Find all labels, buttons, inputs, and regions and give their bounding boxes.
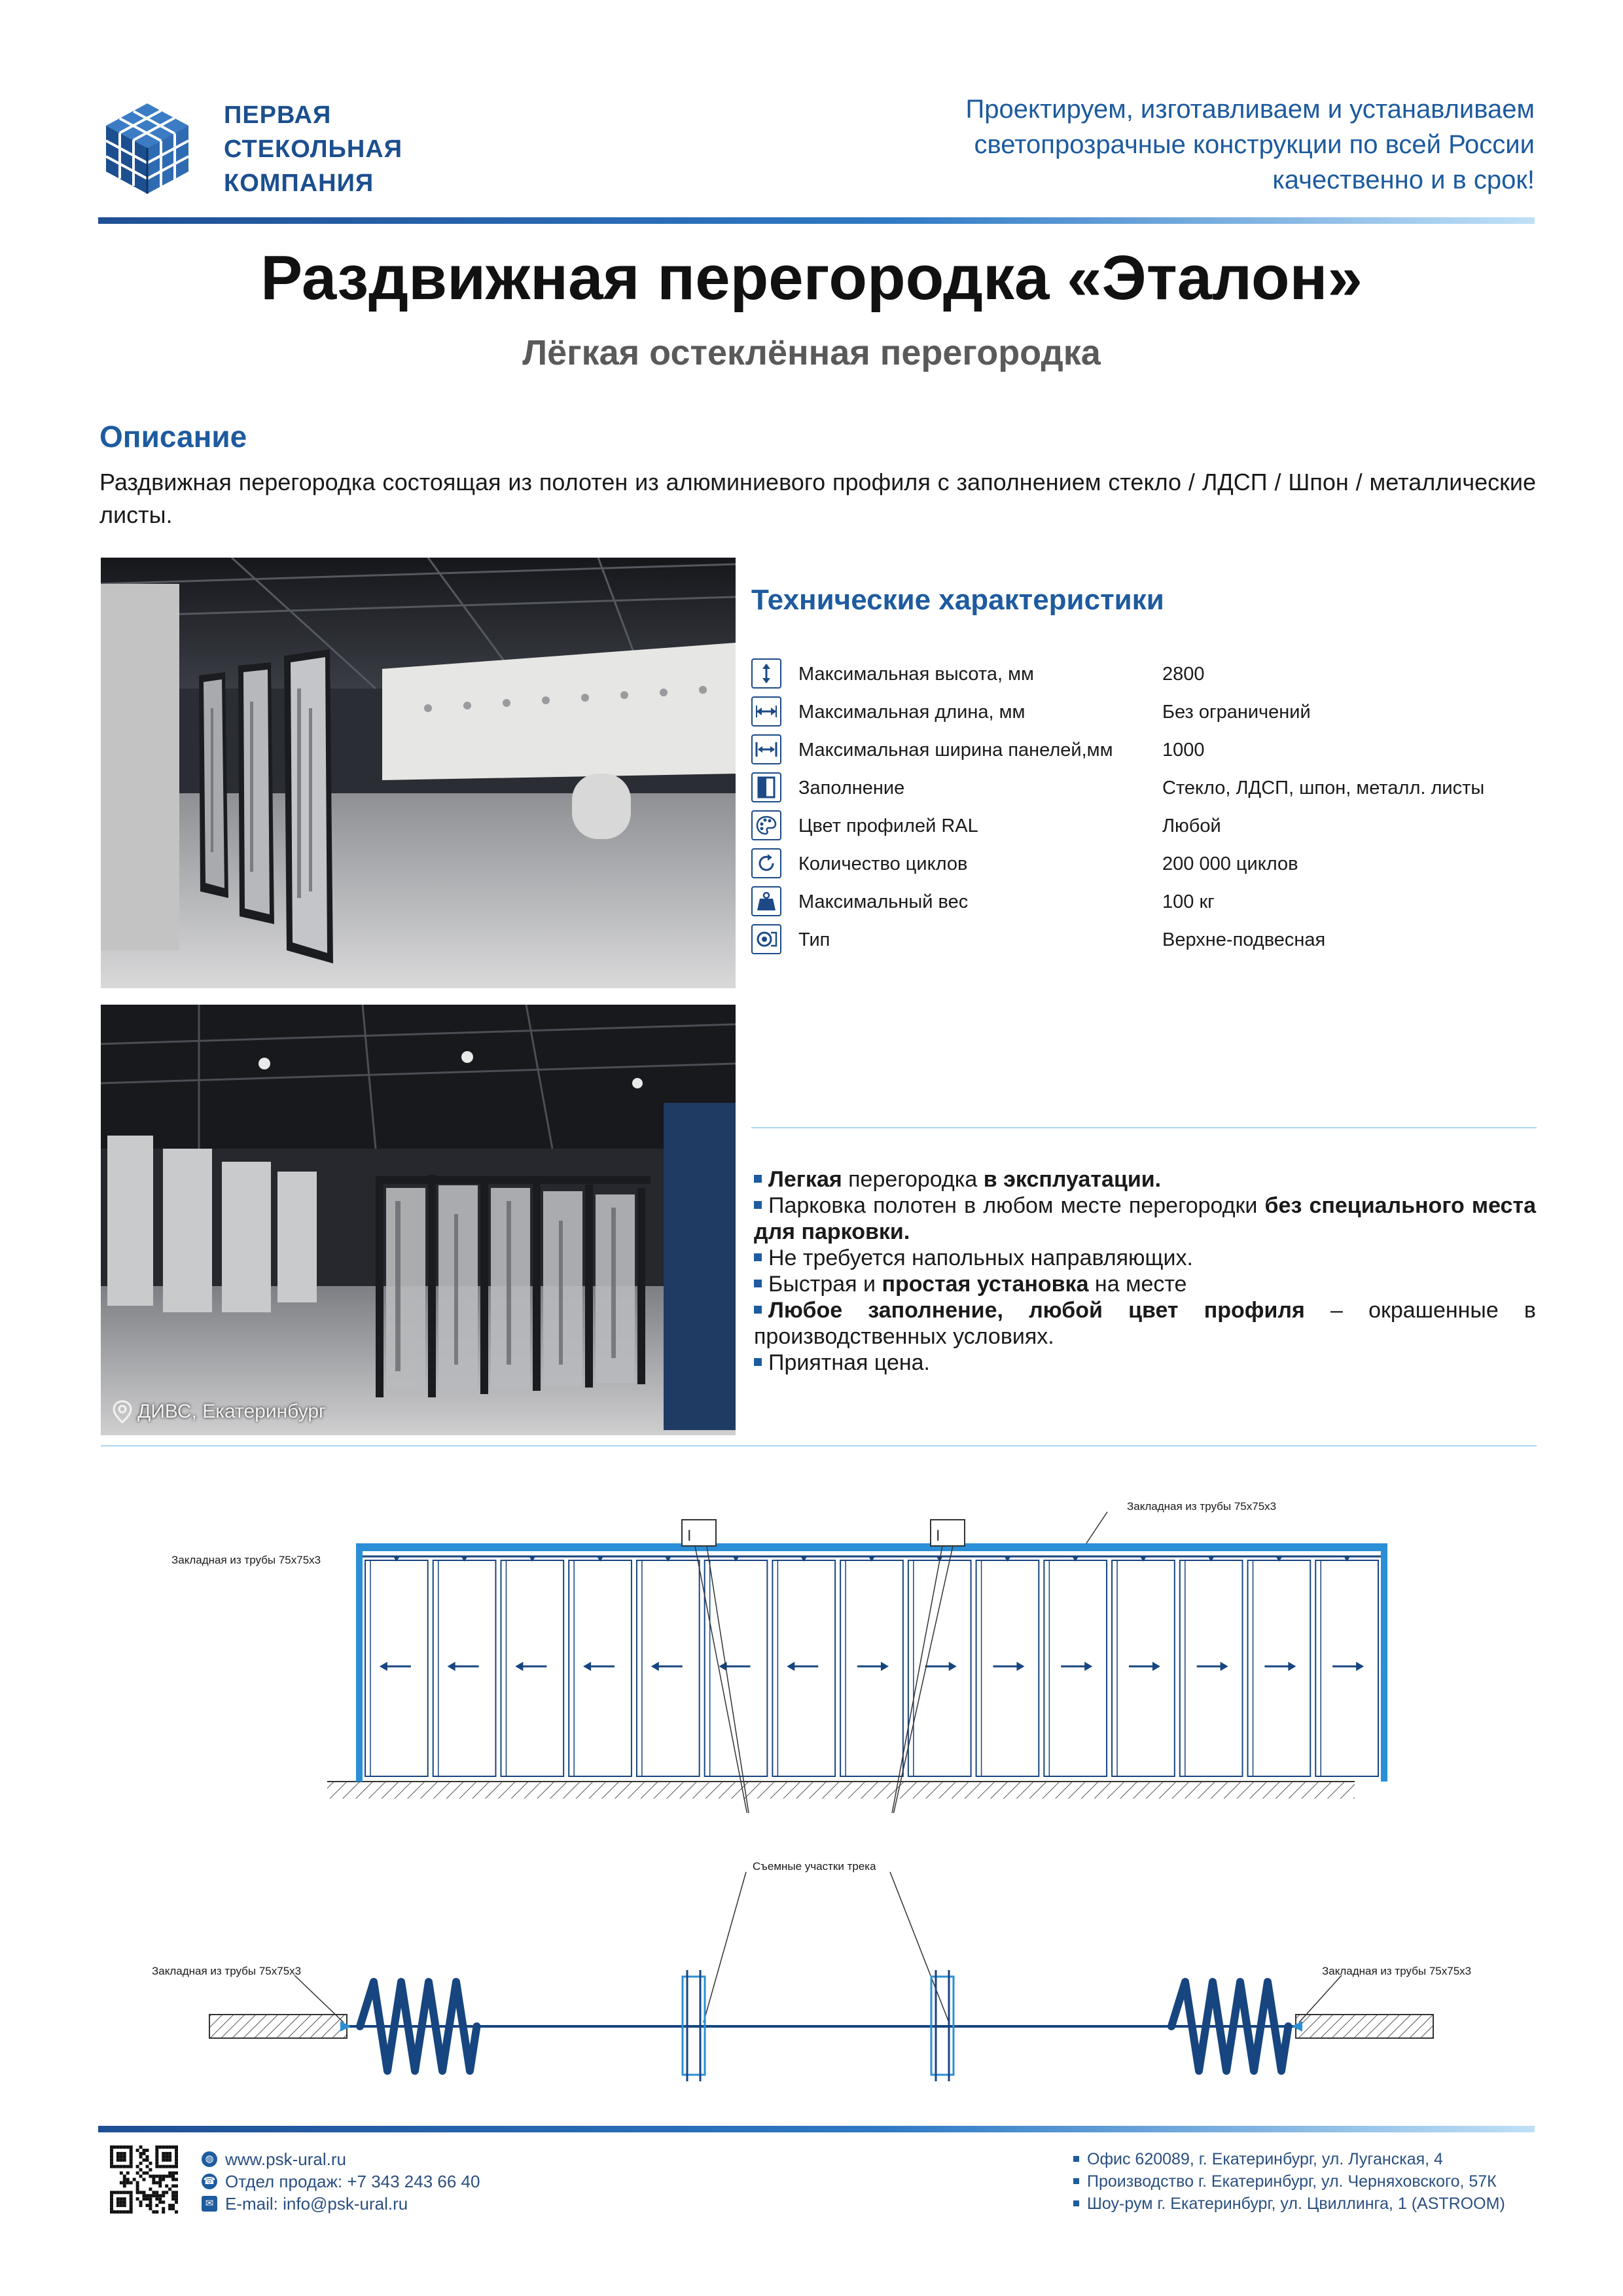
- panel: [501, 1560, 563, 1776]
- panel: [365, 1560, 428, 1776]
- spec-label: Максимальный вес: [798, 891, 969, 912]
- panel: [1315, 1560, 1378, 1776]
- phone-link[interactable]: Отдел продаж: +7 343 243 66 40: [225, 2172, 480, 2191]
- photo-caption: [113, 1400, 326, 1424]
- spec-label: Максимальная высота, мм: [798, 664, 1034, 685]
- spec-row-cycles: [751, 846, 1537, 884]
- address-production: [1073, 2170, 1505, 2193]
- tagline: [749, 92, 1535, 198]
- website-row: [202, 2148, 480, 2170]
- addresses: [1073, 2148, 1505, 2215]
- feature-text: Любое заполнение, любой цвет профиля: [768, 1298, 1305, 1323]
- globe-icon: ◍: [202, 2151, 217, 2167]
- feature-item: [754, 1166, 1536, 1193]
- panel: [1248, 1560, 1311, 1776]
- drawing-divider: [101, 1445, 1537, 1446]
- location-pin-icon: [113, 1400, 132, 1424]
- description-text: Раздвижная перегородка состоящая из полотен из алюминиевого профиля с заполнением стекло / ЛДСП / Шпон / металлические листы.: [99, 469, 1536, 528]
- panel: [1180, 1560, 1243, 1776]
- spec-label: Количество циклов: [798, 853, 968, 874]
- spec-label: Максимальная ширина панелей,мм: [798, 740, 1113, 761]
- panel: [772, 1560, 835, 1776]
- fill-icon: [751, 772, 781, 802]
- tagline-line-3: качественно и в срок!: [1272, 166, 1535, 194]
- label-embed-top-right: Закладная из трубы 75х75х3: [1127, 1500, 1277, 1513]
- partition-plan-drawing: [98, 1872, 1538, 2094]
- spec-value: Стекло, ЛДСП, шпон, металл. листы: [1162, 778, 1485, 798]
- feature-list: [754, 1166, 1536, 1376]
- spec-row-weight: [751, 884, 1537, 922]
- spec-value: 1000: [1162, 740, 1205, 761]
- panel: [908, 1560, 971, 1776]
- feature-item: [754, 1193, 1536, 1245]
- company-name: [224, 98, 402, 200]
- panel: [1112, 1560, 1175, 1776]
- address-text: Шоу-рум г. Екатеринбург, ул. Цвиллинга, 1 (ASTROOM): [1087, 2195, 1505, 2213]
- partition-elevation-drawing: [98, 1473, 1538, 1813]
- folded-panels-right: [1171, 1982, 1289, 2071]
- spec-row-height: [751, 656, 1537, 694]
- website-link[interactable]: www.psk-ural.ru: [225, 2149, 346, 2169]
- bullet-icon: [1073, 2178, 1079, 2184]
- spec-row-panel-width: [751, 732, 1537, 770]
- feature-text: без специального места для парковки.: [754, 1193, 1536, 1244]
- spec-value: Верхне-подвесная: [1162, 929, 1326, 950]
- description-heading: Описание: [99, 420, 247, 454]
- tagline-line-2: светопрозрачные конструкции по всей России: [974, 130, 1535, 159]
- feature-text: в эксплуатации.: [983, 1167, 1162, 1192]
- feature-text: – окрашенные в производственных условиях.: [754, 1298, 1536, 1349]
- spec-label: Максимальная длина, мм: [798, 702, 1026, 723]
- feature-item: [754, 1271, 1536, 1297]
- feature-text: Легкая: [768, 1167, 842, 1192]
- company-logo: [98, 98, 196, 196]
- address-text: Производство г. Екатеринбург, ул. Черняховского, 57К: [1087, 2172, 1497, 2191]
- features-divider: [751, 1127, 1537, 1128]
- logo-cube-icon: [98, 98, 196, 196]
- spec-row-color: [751, 808, 1537, 846]
- spec-label: Заполнение: [798, 778, 905, 798]
- feature-text: на месте: [1088, 1272, 1187, 1297]
- feature-item: [754, 1350, 1536, 1376]
- photo-showroom-2: [101, 1005, 736, 1435]
- bullet-icon: [754, 1358, 762, 1366]
- feature-text: Не требуется напольных направляющих.: [768, 1246, 1193, 1270]
- folded-panels-left: [360, 1982, 477, 2071]
- company-name-line-2: СТЕКОЛЬНАЯ: [224, 135, 403, 163]
- cycle-icon: [751, 848, 781, 878]
- address-office: [1073, 2148, 1505, 2170]
- feature-text: Парковка полотен в любом месте перегородки: [768, 1193, 1265, 1218]
- address-text: Офис 620089, г. Екатеринбург, ул. Луганская, 4: [1087, 2150, 1443, 2168]
- tagline-line-1: Проектируем, изготавливаем и устанавливаем: [965, 95, 1535, 124]
- email-row: [202, 2193, 480, 2215]
- feature-text: Приятная цена.: [768, 1350, 930, 1375]
- feature-text: перегородка: [842, 1167, 984, 1192]
- feature-text: простая установка: [882, 1272, 1089, 1297]
- palette-icon: [751, 810, 781, 840]
- panel: [840, 1560, 903, 1776]
- spec-row-length: [751, 694, 1537, 732]
- label-removable-track: Съемные участки трека: [753, 1860, 876, 1873]
- panel: [433, 1560, 496, 1776]
- panels-group: [365, 1556, 1378, 1776]
- label-embed-bottom-left: Закладная из трубы 75х75х3: [152, 1965, 302, 1977]
- panel: [569, 1560, 632, 1776]
- length-icon: [751, 696, 781, 726]
- spec-label: Тип: [798, 929, 830, 950]
- spec-row-fill: [751, 770, 1537, 808]
- panel: [637, 1560, 700, 1776]
- mail-icon: ✉: [202, 2196, 217, 2212]
- header-divider: [98, 217, 1535, 224]
- email-link[interactable]: E-mail: info@psk-ural.ru: [225, 2194, 408, 2214]
- panel-width-icon: [751, 734, 781, 764]
- height-icon: [751, 658, 781, 689]
- panel: [976, 1560, 1039, 1776]
- label-embed-bottom-right: Закладная из трубы 75х75х3: [1322, 1965, 1472, 1977]
- phone-icon: ☎: [202, 2174, 217, 2189]
- feature-item: [754, 1297, 1536, 1350]
- feature-item: [754, 1245, 1536, 1271]
- company-name-line-1: ПЕРВАЯ: [224, 101, 332, 129]
- bullet-icon: [1073, 2200, 1079, 2206]
- bullet-icon: [1073, 2156, 1079, 2162]
- spec-label: Цвет профилей RAL: [798, 816, 978, 836]
- spec-value: 2800: [1162, 664, 1205, 685]
- label-embed-top-left: Закладная из трубы 75х75х3: [171, 1554, 321, 1566]
- specs-heading: Технические характеристики: [751, 584, 1164, 616]
- weight-icon: [751, 886, 781, 916]
- feature-text: Быстрая и: [768, 1272, 882, 1297]
- panel: [1044, 1560, 1107, 1776]
- address-showroom: [1073, 2193, 1505, 2215]
- qr-code[interactable]: [110, 2145, 178, 2214]
- spec-value: Без ограничений: [1162, 702, 1311, 723]
- spec-row-type: [751, 922, 1537, 960]
- track-marker-left: I: [687, 1528, 692, 1545]
- company-name-line-3: КОМПАНИЯ: [224, 170, 374, 197]
- bullet-icon: [754, 1280, 762, 1287]
- bullet-icon: [754, 1175, 762, 1183]
- bullet-icon: [754, 1253, 762, 1261]
- bullet-icon: [754, 1201, 762, 1209]
- track-marker-right: I: [936, 1528, 940, 1545]
- bullet-icon: [754, 1306, 762, 1314]
- phone-row: [202, 2170, 480, 2193]
- photo-caption-text: ДИВС, Екатеринбург: [137, 1401, 326, 1422]
- spec-value: 100 кг: [1162, 891, 1215, 912]
- spec-value: 200 000 циклов: [1162, 853, 1298, 874]
- page-subtitle: Лёгкая остеклённая перегородка: [522, 333, 1101, 372]
- spec-value: Любой: [1162, 816, 1221, 836]
- footer-divider: [98, 2126, 1535, 2132]
- page-title: Раздвижная перегородка «Эталон»: [260, 243, 1363, 313]
- contacts: [202, 2148, 480, 2215]
- type-icon: [751, 924, 781, 954]
- photo-showroom-1: [101, 558, 736, 988]
